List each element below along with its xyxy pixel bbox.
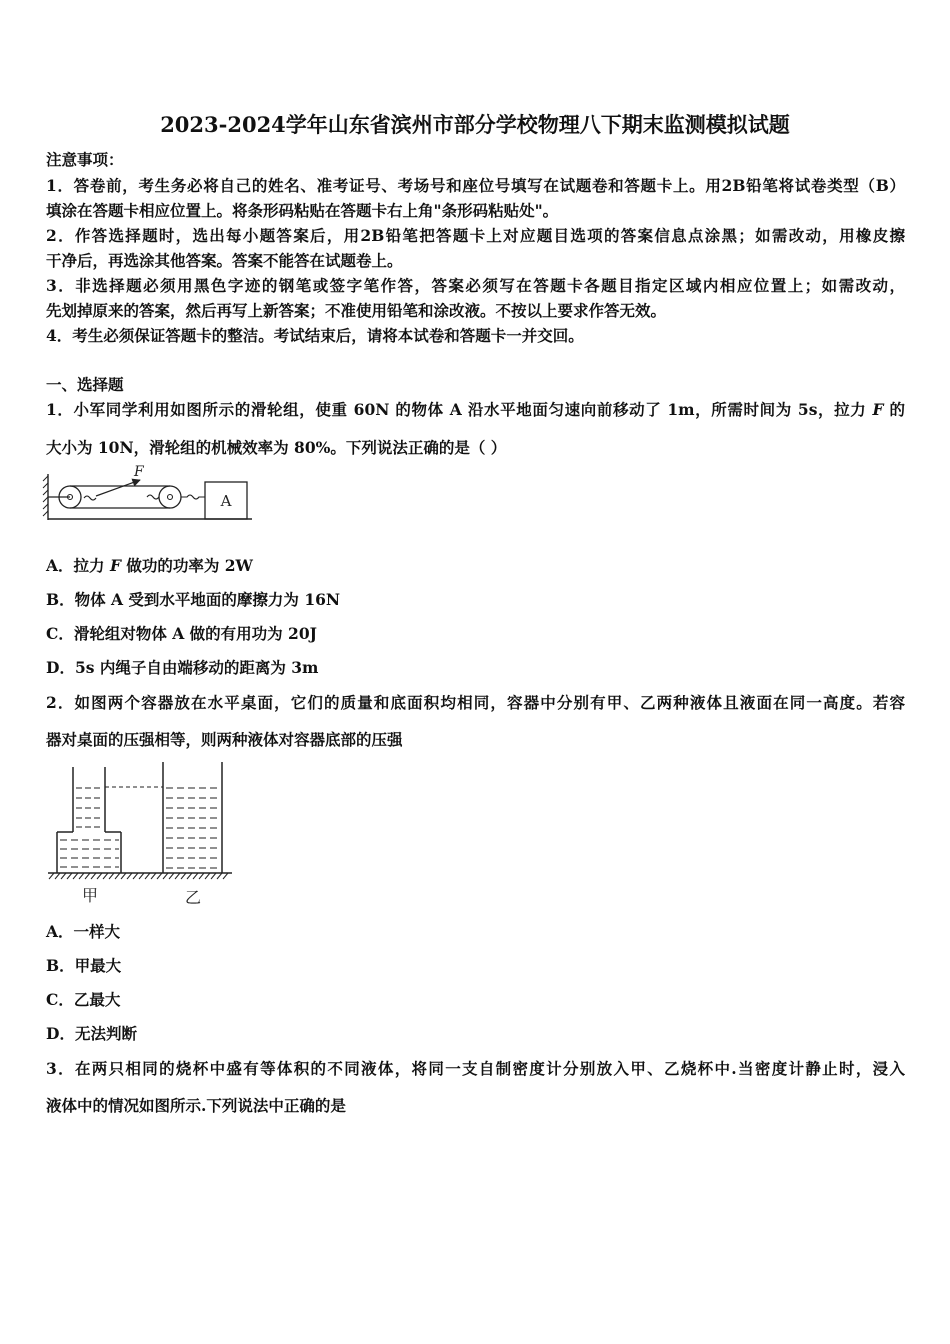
containers-figure bbox=[46, 760, 236, 908]
question-3-stem-line: 3．在两只相同的烧杯中盛有等体积的不同液体，将同一支自制密度计分别放入甲、乙烧杯中.当密度计静止时，浸入 bbox=[46, 1059, 905, 1078]
notice-line: 4．考生必须保证答题卡的整洁。考试结束后，请将本试卷和答题卡一并交回。 bbox=[46, 326, 584, 345]
option-text: 乙最大 bbox=[73, 990, 121, 1009]
table-hatch-mark bbox=[223, 873, 228, 879]
table-hatch-mark bbox=[133, 873, 138, 879]
option-text: 拉力 bbox=[73, 556, 110, 575]
option-label: C． bbox=[46, 624, 74, 643]
option-label: A． bbox=[46, 922, 74, 941]
table-hatch-mark bbox=[121, 873, 126, 879]
question-3-stem-line: 液体中的情况如图所示.下列说法中正确的是 bbox=[46, 1096, 346, 1115]
rope-hook bbox=[147, 495, 159, 499]
option-label: A． bbox=[46, 556, 74, 575]
table-hatch-mark bbox=[157, 873, 162, 879]
table-hatch-mark bbox=[163, 873, 168, 879]
table-hatch-mark bbox=[79, 873, 84, 879]
page-title: 2023-2024学年山东省滨州市部分学校物理八下期末监测模拟试题 bbox=[160, 112, 790, 137]
notice-line: 干净后，再选涂其他答案。答案不能答在试题卷上。 bbox=[46, 251, 403, 270]
table-hatch-mark bbox=[199, 873, 204, 879]
table-hatch-mark bbox=[91, 873, 96, 879]
question-2-stem-line: 器对桌面的压强相等，则两种液体对容器底部的压强 bbox=[46, 730, 403, 749]
option-label: B． bbox=[46, 956, 75, 975]
option-text: 5s 内绳子自由端移动的距离为 3m bbox=[74, 658, 319, 677]
option-label: D． bbox=[46, 1024, 75, 1043]
option-b bbox=[46, 590, 905, 610]
wall-hatch-mark bbox=[43, 511, 48, 516]
notice-line: 1．答卷前，考生务必将自己的姓名、准考证号、考场号和座位号填写在试题卷和答题卡上。用2B铅笔将试卷类型（B） bbox=[46, 176, 905, 195]
table-hatch-mark bbox=[139, 873, 144, 879]
table-hatch-mark bbox=[61, 873, 66, 879]
notice-line: 2．作答选择题时，选出每小题答案后，用2B铅笔把答题卡上对应题目选项的答案信息点涂黑；如需改动，用橡皮擦 bbox=[46, 226, 905, 245]
option-d bbox=[46, 1024, 905, 1044]
question-1-stem-line: 大小为 10N，滑轮组的机械效率为 80%。下列说法正确的是（ ） bbox=[46, 438, 507, 457]
option-text: 物体 A 受到水平地面的摩擦力为 16N bbox=[74, 590, 341, 609]
force-variable: F bbox=[872, 400, 884, 419]
stem-text: 的 bbox=[883, 400, 905, 419]
pull-force-arrow bbox=[96, 480, 140, 496]
block-hook bbox=[181, 495, 205, 499]
table-hatch-mark bbox=[193, 873, 198, 879]
container-left-label: 甲 bbox=[81, 886, 99, 905]
question-1-stem-line bbox=[46, 400, 905, 420]
option-a bbox=[46, 556, 905, 576]
option-text: 一样大 bbox=[73, 922, 121, 941]
option-d bbox=[46, 658, 905, 678]
option-text: 做功的功率为 2W bbox=[120, 556, 253, 575]
table-hatch-mark bbox=[103, 873, 108, 879]
option-text: 滑轮组对物体 A 做的有用功为 20J bbox=[73, 624, 317, 643]
option-b bbox=[46, 956, 905, 976]
option-label: D． bbox=[46, 658, 75, 677]
rope-hook bbox=[84, 496, 96, 500]
option-a bbox=[46, 922, 905, 942]
table-hatch-mark bbox=[49, 873, 54, 879]
table-hatch-mark bbox=[67, 873, 72, 879]
table-hatch-mark bbox=[109, 873, 114, 879]
table-hatch-mark bbox=[217, 873, 222, 879]
table-hatch-mark bbox=[169, 873, 174, 879]
stem-text: 1．小军同学利用如图所示的滑轮组，使重 60N 的物体 A 沿水平地面匀速向前移动了 1m，所需时间为 5s，拉力 bbox=[46, 400, 873, 419]
wall-hatch-mark bbox=[43, 497, 48, 502]
table-hatch-mark bbox=[145, 873, 150, 879]
table-hatch-mark bbox=[187, 873, 192, 879]
notice-line: 填涂在答题卡相应位置上。将条形码粘贴在答题卡右上角"条形码粘贴处"。 bbox=[46, 201, 559, 220]
option-text: 无法判断 bbox=[74, 1024, 137, 1043]
table-hatch-mark bbox=[55, 873, 60, 879]
section-heading: 一、选择题 bbox=[46, 375, 124, 394]
table-hatch-mark bbox=[85, 873, 90, 879]
table-hatch-mark bbox=[115, 873, 120, 879]
force-label: F bbox=[134, 464, 144, 480]
table-hatch-mark bbox=[127, 873, 132, 879]
option-c bbox=[46, 990, 905, 1010]
notice-line: 先划掉原来的答案，然后再写上新答案；不准使用铅笔和涂改液。不按以上要求作答无效。 bbox=[46, 301, 667, 320]
option-label: B． bbox=[46, 590, 75, 609]
movable-pulley-hub bbox=[168, 495, 173, 500]
table-hatch-mark bbox=[211, 873, 216, 879]
table-hatch-mark bbox=[175, 873, 180, 879]
liquid-marks bbox=[60, 788, 220, 868]
wall-hatch-mark bbox=[43, 490, 48, 495]
wall-hatching bbox=[43, 476, 48, 516]
movable-pulley bbox=[159, 486, 181, 508]
wall-hatch-mark bbox=[43, 504, 48, 509]
option-text: 甲最大 bbox=[74, 956, 122, 975]
notice-heading: 注意事项： bbox=[46, 150, 124, 169]
table-hatch-mark bbox=[73, 873, 78, 879]
container-right-label: 乙 bbox=[184, 888, 202, 907]
table-hatch-mark bbox=[205, 873, 210, 879]
question-2-stem-line: 2．如图两个容器放在水平桌面，它们的质量和底面积均相同，容器中分别有甲、乙两种液体且液面在同一高度。若容 bbox=[46, 693, 905, 712]
notice-line: 3．非选择题必须用黑色字迹的钢笔或签字笔作答，答案必须写在答题卡各题目指定区域内相应位置上；如需改动， bbox=[46, 276, 905, 295]
table-hatch-mark bbox=[151, 873, 156, 879]
wall-hatch-mark bbox=[43, 483, 48, 488]
option-c bbox=[46, 624, 905, 644]
table-hatch-mark bbox=[181, 873, 186, 879]
block-label: A bbox=[220, 492, 232, 510]
table-hatch-mark bbox=[97, 873, 102, 879]
wall-hatch-mark bbox=[43, 476, 48, 481]
force-variable: F bbox=[109, 556, 121, 575]
pulley-figure bbox=[42, 464, 254, 524]
option-label: C． bbox=[46, 990, 74, 1009]
table-hatching bbox=[49, 873, 228, 879]
